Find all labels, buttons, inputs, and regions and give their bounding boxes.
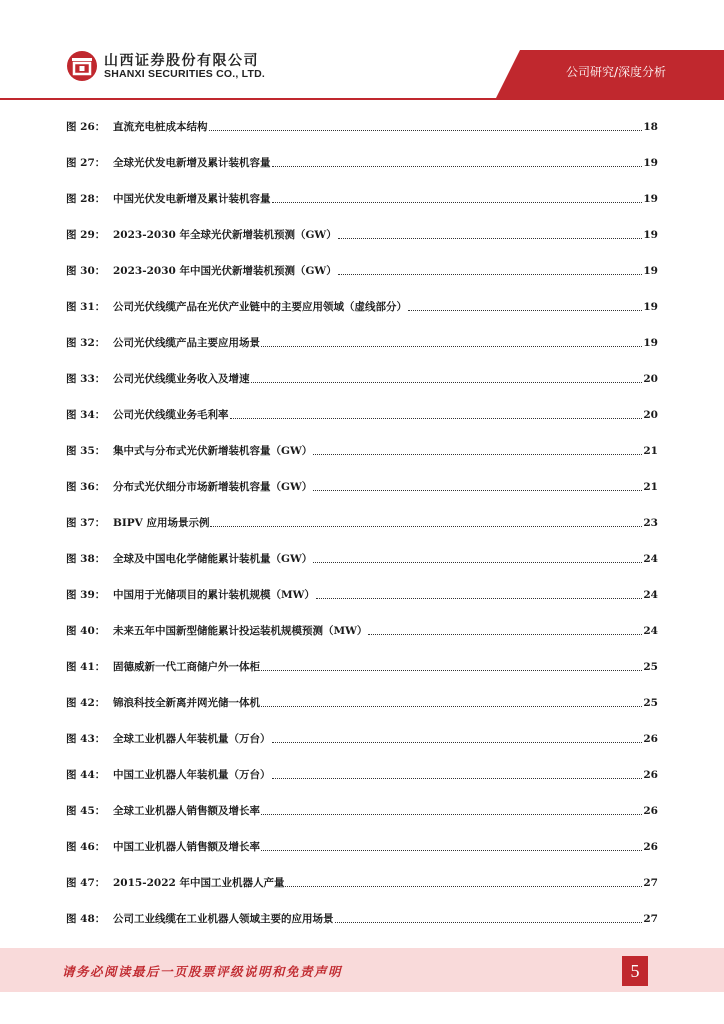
figure-page: 20 <box>643 373 658 385</box>
figure-entry[interactable] <box>66 585 658 621</box>
figure-page: 26 <box>643 841 658 853</box>
figure-title: 公司光伏线缆产品主要应用场景 <box>113 337 260 349</box>
figure-page: 25 <box>643 661 658 673</box>
dot-leader <box>272 729 643 743</box>
figure-entry[interactable] <box>66 225 658 261</box>
figure-number: 图 42： <box>66 697 106 709</box>
figure-title: 公司光伏线缆产品在光伏产业链中的主要应用领域（虚线部分） <box>113 301 407 313</box>
dot-leader <box>313 549 642 563</box>
dot-leader <box>261 801 642 815</box>
figure-title: 全球工业机器人销售额及增长率 <box>113 805 260 817</box>
figure-number: 图 46： <box>66 841 106 853</box>
dot-leader <box>261 837 642 851</box>
figure-page: 26 <box>643 733 658 745</box>
company-name-en: SHANXI SECURITIES CO., LTD. <box>104 68 265 80</box>
figure-number: 图 34： <box>66 409 106 421</box>
figure-list <box>66 117 658 945</box>
figure-number: 图 37： <box>66 517 106 529</box>
dot-leader <box>261 657 642 671</box>
dot-leader <box>313 441 642 455</box>
figure-title: 中国光伏发电新增及累计装机容量 <box>113 193 271 205</box>
dot-leader <box>209 117 643 131</box>
figure-page: 24 <box>643 589 658 601</box>
figure-number: 图 38： <box>66 553 106 565</box>
dot-leader <box>408 297 642 311</box>
figure-entry[interactable] <box>66 873 658 909</box>
figure-number: 图 31： <box>66 301 106 313</box>
figure-number: 图 47： <box>66 877 106 889</box>
figure-page: 26 <box>643 769 658 781</box>
page-number: 5 <box>622 956 648 986</box>
figure-entry[interactable] <box>66 297 658 333</box>
figure-page: 21 <box>643 445 658 457</box>
figure-entry[interactable] <box>66 477 658 513</box>
figure-title: 集中式与分布式光伏新增装机容量（GW） <box>113 445 313 457</box>
figure-title: 中国工业机器人年装机量（万台） <box>113 769 271 781</box>
figure-title: 公司光伏线缆业务毛利率 <box>113 409 229 421</box>
figure-title: 全球及中国电化学储能累计装机量（GW） <box>113 553 313 565</box>
figure-entry[interactable] <box>66 189 658 225</box>
figure-number: 图 27： <box>66 157 106 169</box>
figure-entry[interactable] <box>66 549 658 585</box>
figure-number: 图 28： <box>66 193 106 205</box>
figure-title: 2015-2022 年中国工业机器人产量 <box>113 877 285 889</box>
dot-leader <box>272 765 643 779</box>
figure-title: 2023-2030 年中国光伏新增装机预测（GW） <box>113 265 337 277</box>
figure-number: 图 29： <box>66 229 106 241</box>
page-footer <box>0 948 724 992</box>
figure-page: 18 <box>643 121 658 133</box>
figure-entry[interactable] <box>66 513 658 549</box>
dot-leader <box>285 873 642 887</box>
figure-entry[interactable] <box>66 405 658 441</box>
company-name-cn: 山西证券股份有限公司 <box>104 53 259 69</box>
figure-number: 图 26： <box>66 121 106 133</box>
dot-leader <box>261 333 642 347</box>
figure-number: 图 43： <box>66 733 106 745</box>
figure-page: 24 <box>643 625 658 637</box>
figure-title: 直流充电桩成本结构 <box>113 121 208 133</box>
figure-number: 图 32： <box>66 337 106 349</box>
figure-title: 固德威新一代工商储户外一体柜 <box>113 661 260 673</box>
figure-number: 图 33： <box>66 373 106 385</box>
dot-leader <box>210 513 642 527</box>
figure-entry[interactable] <box>66 765 658 801</box>
figure-entry[interactable] <box>66 729 658 765</box>
figure-title: 全球工业机器人年装机量（万台） <box>113 733 271 745</box>
figure-number: 图 39： <box>66 589 106 601</box>
figure-page: 19 <box>643 229 658 241</box>
report-category: 公司研究/深度分析 <box>565 65 666 79</box>
figure-title: 中国用于光储项目的累计装机规模（MW） <box>113 589 315 601</box>
figure-number: 图 40： <box>66 625 106 637</box>
figure-number: 图 48： <box>66 913 106 925</box>
figure-page: 27 <box>643 877 658 889</box>
figure-entry[interactable] <box>66 369 658 405</box>
figure-number: 图 30： <box>66 265 106 277</box>
figure-entry[interactable] <box>66 441 658 477</box>
figure-page: 21 <box>643 481 658 493</box>
figure-entry[interactable] <box>66 837 658 873</box>
figure-title: 公司光伏线缆业务收入及增速 <box>113 373 250 385</box>
figure-entry[interactable] <box>66 621 658 657</box>
figure-entry[interactable] <box>66 801 658 837</box>
dot-leader <box>230 405 643 419</box>
figure-page: 20 <box>643 409 658 421</box>
figure-page: 19 <box>643 337 658 349</box>
figure-title: 公司工业线缆在工业机器人领域主要的应用场景 <box>113 913 334 925</box>
figure-page: 23 <box>643 517 658 529</box>
figure-entry[interactable] <box>66 909 658 945</box>
figure-page: 24 <box>643 553 658 565</box>
dot-leader <box>272 189 643 203</box>
disclaimer-note: 请务必阅读最后一页股票评级说明和免责声明 <box>62 964 343 979</box>
page-header <box>0 0 724 100</box>
figure-page: 27 <box>643 913 658 925</box>
company-logo <box>66 50 366 90</box>
dot-leader <box>316 585 642 599</box>
figure-page: 19 <box>643 265 658 277</box>
dot-leader <box>261 693 642 707</box>
figure-entry[interactable] <box>66 117 658 153</box>
dot-leader <box>338 261 643 275</box>
figure-title: 中国工业机器人销售额及增长率 <box>113 841 260 853</box>
figure-entry[interactable] <box>66 333 658 369</box>
figure-page: 19 <box>643 193 658 205</box>
logo-icon <box>66 50 98 82</box>
figure-page: 26 <box>643 805 658 817</box>
figure-title: BIPV 应用场景示例 <box>113 517 210 529</box>
figure-entry[interactable] <box>66 657 658 693</box>
figure-page: 19 <box>643 301 658 313</box>
figure-number: 图 35： <box>66 445 106 457</box>
figure-entry[interactable] <box>66 153 658 189</box>
figure-title: 未来五年中国新型储能累计投运装机规模预测（MW） <box>113 625 368 637</box>
dot-leader <box>313 477 642 491</box>
figure-number: 图 45： <box>66 805 106 817</box>
figure-entry[interactable] <box>66 693 658 729</box>
figure-number: 图 44： <box>66 769 106 781</box>
figure-title: 锦浪科技全新离并网光储一体机 <box>113 697 260 709</box>
figure-title: 分布式光伏细分市场新增装机容量（GW） <box>113 481 313 493</box>
dot-leader <box>251 369 643 383</box>
dot-leader <box>368 621 642 635</box>
figure-page: 19 <box>643 157 658 169</box>
figure-entry[interactable] <box>66 261 658 297</box>
dot-leader <box>338 225 643 239</box>
dot-leader <box>272 153 643 167</box>
figure-page: 25 <box>643 697 658 709</box>
figure-number: 图 36： <box>66 481 106 493</box>
figure-number: 图 41： <box>66 661 106 673</box>
dot-leader <box>335 909 643 923</box>
figure-title: 全球光伏发电新增及累计装机容量 <box>113 157 271 169</box>
figure-title: 2023-2030 年全球光伏新增装机预测（GW） <box>113 229 337 241</box>
